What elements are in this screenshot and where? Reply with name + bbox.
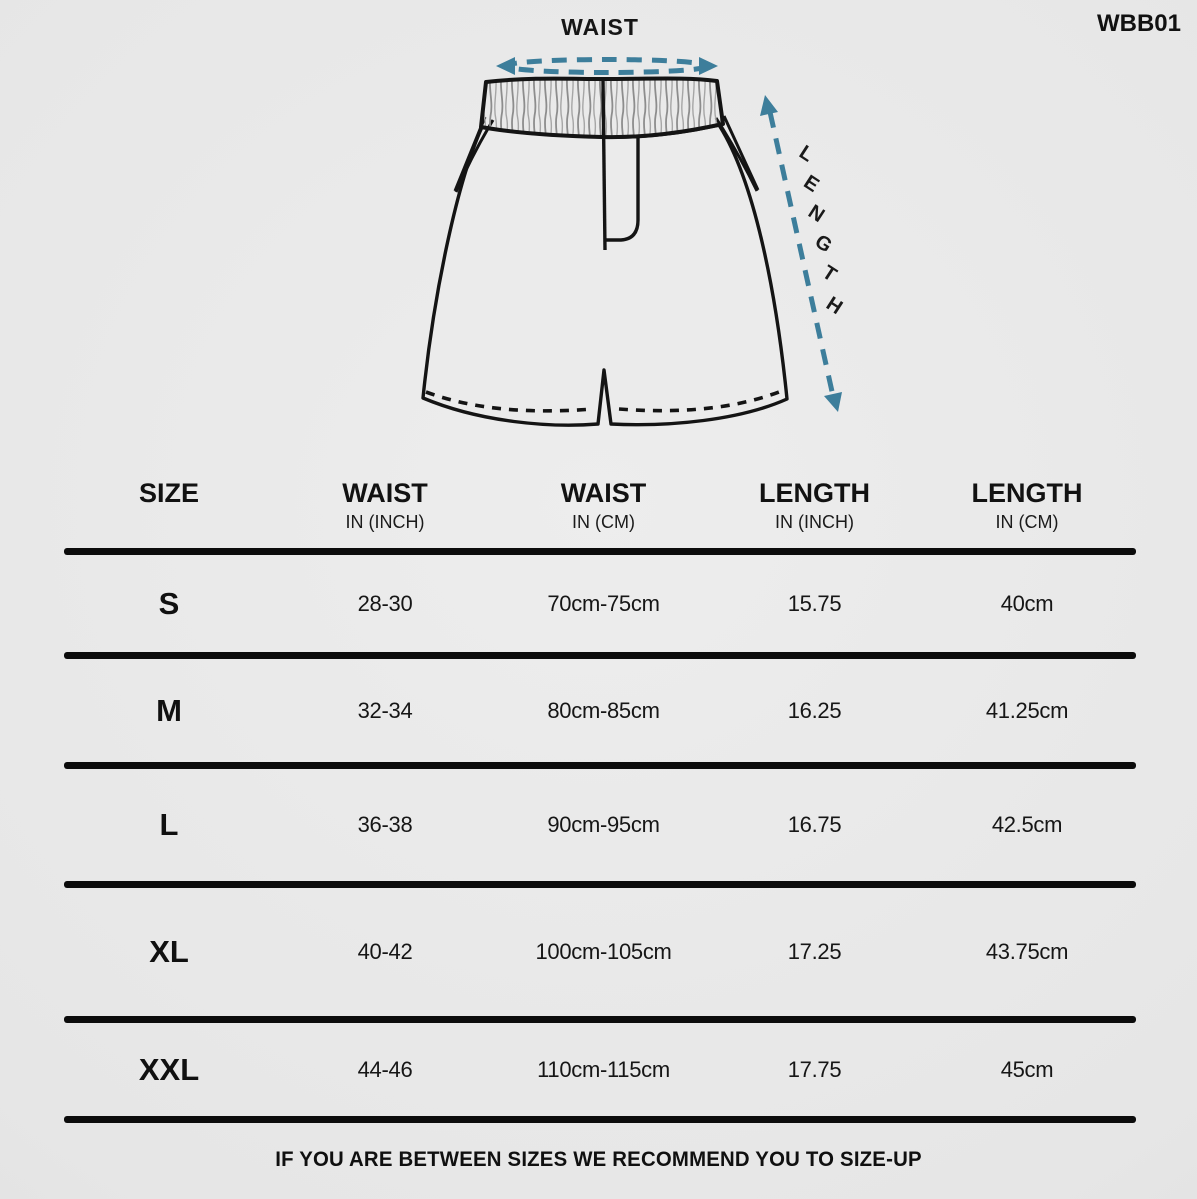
waist-cm-value: 80cm-85cm (547, 697, 660, 723)
waist-inch-value: 36-38 (357, 812, 413, 837)
waist-measure-label: WAIST (561, 14, 639, 40)
table-row (65, 555, 1135, 652)
waist-cm-value: 100cm-105cm (535, 939, 672, 964)
table-divider (64, 881, 1136, 888)
waist-inch-value: 40-42 (357, 939, 413, 964)
waist-inch-value: 44-46 (357, 1056, 413, 1082)
table-divider (64, 762, 1136, 769)
length-cm-value: 45cm (1000, 1056, 1054, 1082)
table-row (65, 888, 1135, 1016)
length-inch-value: 15.75 (787, 590, 842, 616)
table-row (65, 659, 1135, 762)
size-value: XXL (138, 1051, 200, 1087)
product-code-label: WBB01 (1096, 10, 1181, 37)
column-header-length-inch: LENGTH IN (INCH) (759, 478, 870, 532)
shorts-diagram (410, 50, 850, 440)
length-inch-value: 17.25 (787, 939, 842, 964)
waist-cm-value: 90cm-95cm (547, 812, 660, 837)
length-cm-value: 42.5cm (991, 812, 1063, 837)
table-header-row (65, 462, 1135, 548)
length-cm-value: 40cm (1000, 590, 1054, 616)
table-row (65, 769, 1135, 881)
table-divider (64, 1016, 1136, 1023)
waist-cm-value: 110cm-115cm (537, 1056, 670, 1082)
waist-inch-value: 28-30 (357, 590, 413, 616)
column-header-length-cm: LENGTH IN (CM) (971, 478, 1083, 532)
length-inch-value: 16.75 (787, 812, 842, 837)
table-divider (64, 548, 1136, 555)
svg-text:H: H (822, 292, 847, 320)
size-value: L (159, 807, 179, 842)
length-inch-value: 17.75 (787, 1056, 842, 1082)
size-value: S (158, 585, 180, 621)
svg-text:L: L (795, 141, 818, 167)
svg-text:E: E (799, 171, 823, 197)
waist-arrow-icon (496, 57, 718, 75)
waist-cm-value: 70cm-75cm (547, 590, 660, 616)
length-measure-label (795, 141, 846, 319)
length-cm-value: 41.25cm (985, 697, 1069, 723)
size-value: XL (149, 934, 189, 969)
waist-inch-value: 32-34 (357, 697, 413, 723)
table-row (65, 1023, 1135, 1116)
size-value: M (156, 692, 182, 728)
elastic-waistband (474, 74, 728, 142)
column-header-waist-cm: WAIST IN (CM) (560, 478, 647, 532)
length-cm-value: 43.75cm (985, 939, 1069, 964)
svg-text:N: N (804, 200, 829, 228)
column-header-size: SIZE (138, 478, 199, 508)
sizing-advice-note: IF YOU ARE BETWEEN SIZES WE RECOMMEND YOU TO SIZE-UP (275, 1148, 922, 1171)
table-divider (64, 1116, 1136, 1123)
length-inch-value: 16.25 (787, 697, 842, 723)
column-header-waist-inch: WAIST IN (INCH) (342, 478, 428, 532)
svg-text:T: T (818, 261, 841, 287)
table-divider (64, 652, 1136, 659)
svg-text:G: G (810, 230, 836, 258)
